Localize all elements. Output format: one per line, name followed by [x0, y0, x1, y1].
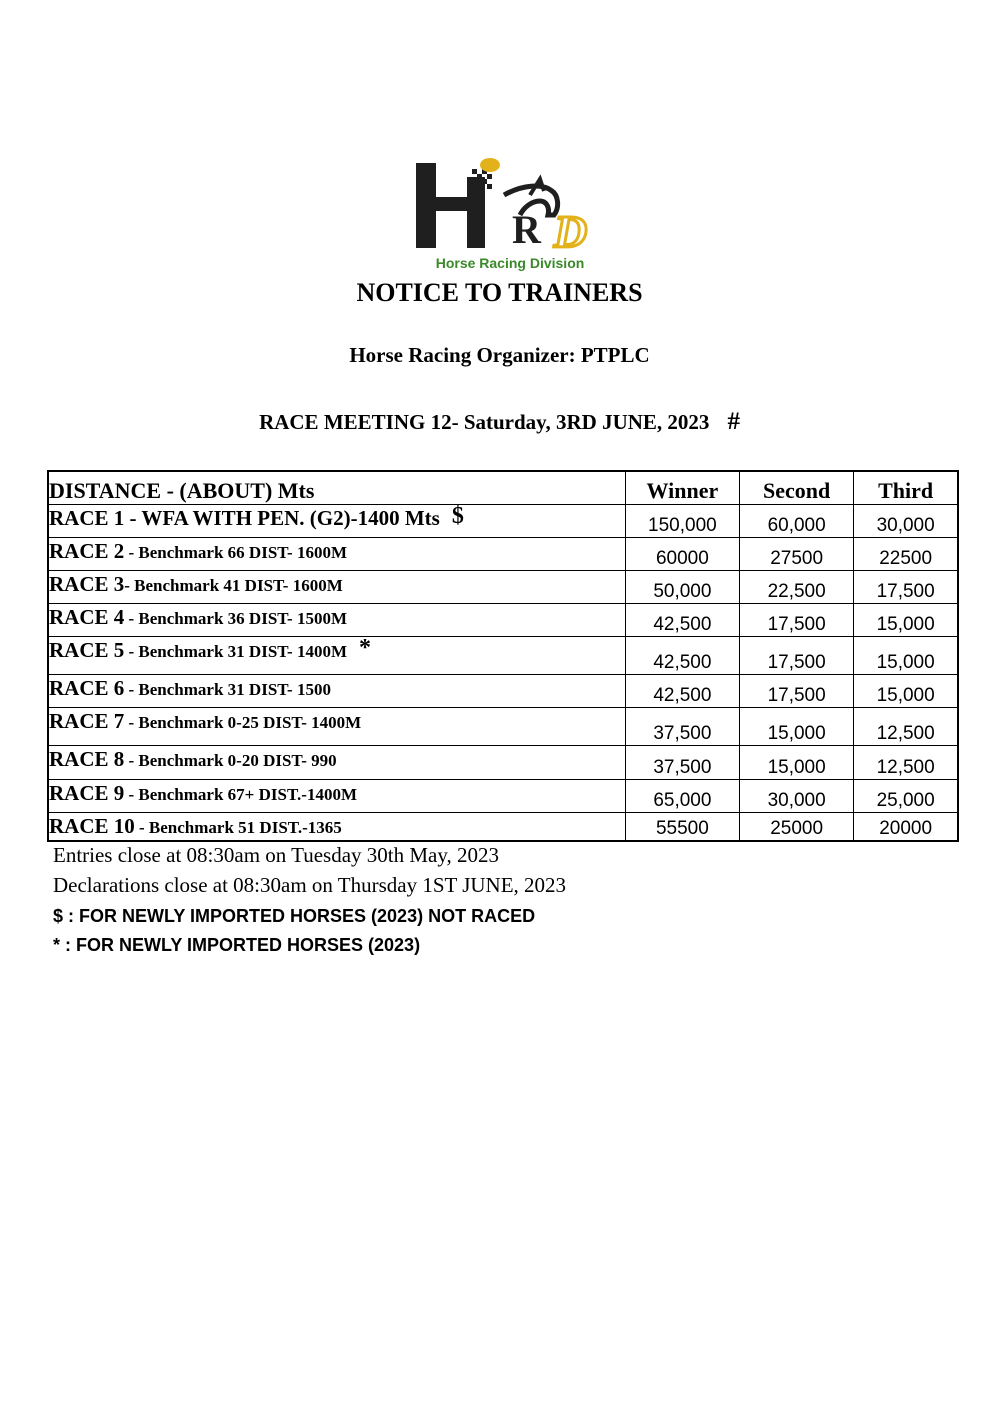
table-row: [48, 505, 958, 538]
race-name-cell: [48, 780, 625, 813]
prize-second-cell: 22,500: [740, 571, 854, 604]
table-row: [48, 538, 958, 571]
prize-second-cell: 25000: [740, 813, 854, 842]
prize-third-cell: 15,000: [854, 637, 958, 675]
race-detail: - Benchmark 36 DIST- 1500M: [124, 609, 348, 628]
hrd-logo: [412, 155, 608, 277]
meeting-line: [0, 408, 999, 436]
meeting-mark: #: [727, 408, 740, 435]
race-mark: $: [451, 503, 464, 529]
prize-winner-cell: 50,000: [625, 571, 739, 604]
prize-third-cell: 12,500: [854, 708, 958, 746]
prize-third-cell: 20000: [854, 813, 958, 842]
race-number: RACE 3: [49, 572, 125, 596]
table-row: [48, 604, 958, 637]
race-number: RACE 9: [49, 781, 125, 805]
table-row: [48, 637, 958, 675]
race-detail: - Benchmark 66 DIST- 1600M: [124, 543, 348, 562]
footnote-dollar: $ : FOR NEWLY IMPORTED HORSES (2023) NOT RACED: [53, 906, 536, 926]
prize-second-cell: 60,000: [740, 505, 854, 538]
header-distance: DISTANCE - (ABOUT) Mts: [48, 471, 625, 505]
race-detail: - Benchmark 51 DIST.-1365: [134, 818, 342, 837]
race-detail: - Benchmark 31 DIST- 1400M: [124, 642, 348, 661]
prize-winner-cell: 37,500: [625, 708, 739, 746]
race-name-cell: [48, 637, 625, 675]
race-detail: - Benchmark 0-25 DIST- 1400M: [124, 713, 362, 732]
race-number: RACE 7: [49, 709, 125, 733]
race-detail: - Benchmark 0-20 DIST- 990: [124, 751, 337, 770]
race-detail: - Benchmark 41 DIST- 1600M: [124, 576, 343, 595]
prize-second-cell: 27500: [740, 538, 854, 571]
prize-second-cell: 15,000: [740, 708, 854, 746]
prize-second-cell: 15,000: [740, 746, 854, 780]
race-name-cell: [48, 675, 625, 708]
prize-winner-cell: 42,500: [625, 604, 739, 637]
table-row: [48, 746, 958, 780]
race-number: RACE 10: [49, 814, 135, 838]
race-name-cell: [48, 505, 625, 538]
meeting-text: RACE MEETING 12- Saturday, 3RD JUNE, 2023: [259, 410, 710, 434]
table-row: [48, 571, 958, 604]
prize-winner-cell: 65,000: [625, 780, 739, 813]
prize-winner-cell: 42,500: [625, 637, 739, 675]
organizer-line: Horse Racing Organizer: PTPLC: [349, 343, 650, 367]
svg-text:R: R: [512, 207, 541, 252]
footnote-star: * : FOR NEWLY IMPORTED HORSES (2023): [53, 935, 421, 955]
race-name-cell: [48, 604, 625, 637]
header-third: Third: [854, 471, 958, 505]
prize-winner-cell: 37,500: [625, 746, 739, 780]
prize-third-cell: 22500: [854, 538, 958, 571]
race-number: RACE 5: [49, 638, 125, 662]
prize-third-cell: 15,000: [854, 675, 958, 708]
prize-winner-cell: 60000: [625, 538, 739, 571]
table-header-row: [48, 471, 958, 505]
prize-second-cell: 30,000: [740, 780, 854, 813]
prize-third-cell: 25,000: [854, 780, 958, 813]
race-number: RACE 1 - WFA WITH PEN. (G2)-1400 Mts: [49, 506, 440, 530]
prize-winner-cell: 150,000: [625, 505, 739, 538]
race-name-cell: [48, 746, 625, 780]
race-name-cell: [48, 813, 625, 842]
prize-second-cell: 17,500: [740, 637, 854, 675]
table-row: [48, 813, 958, 842]
svg-text:D: D: [554, 206, 588, 257]
race-detail: - Benchmark 31 DIST- 1500: [124, 680, 331, 699]
prize-second-cell: 17,500: [740, 675, 854, 708]
prize-third-cell: 17,500: [854, 571, 958, 604]
table-row: [48, 708, 958, 746]
race-name-cell: [48, 708, 625, 746]
prize-third-cell: 15,000: [854, 604, 958, 637]
prize-winner-cell: 55500: [625, 813, 739, 842]
race-number: RACE 2: [49, 539, 125, 563]
entries-close-note: Entries close at 08:30am on Tuesday 30th May, 2023: [53, 843, 500, 867]
declarations-close-note: Declarations close at 08:30am on Thursday 1ST JUNE, 2023: [53, 873, 567, 897]
race-mark: *: [359, 635, 372, 661]
race-number: RACE 8: [49, 747, 125, 771]
race-number: RACE 6: [49, 676, 125, 700]
prize-second-cell: 17,500: [740, 604, 854, 637]
table-row: [48, 780, 958, 813]
prize-third-cell: 12,500: [854, 746, 958, 780]
race-detail: - Benchmark 67+ DIST.-1400M: [124, 785, 357, 804]
prize-winner-cell: 42,500: [625, 675, 739, 708]
prize-money-table: [47, 470, 959, 842]
race-number: RACE 4: [49, 605, 125, 629]
race-name-cell: [48, 571, 625, 604]
logo-caption: Horse Racing Division: [435, 255, 585, 271]
prize-third-cell: 30,000: [854, 505, 958, 538]
race-name-cell: [48, 538, 625, 571]
notice-title: NOTICE TO TRAINERS: [356, 278, 643, 307]
header-second: Second: [740, 471, 854, 505]
header-winner: Winner: [625, 471, 739, 505]
table-row: [48, 675, 958, 708]
